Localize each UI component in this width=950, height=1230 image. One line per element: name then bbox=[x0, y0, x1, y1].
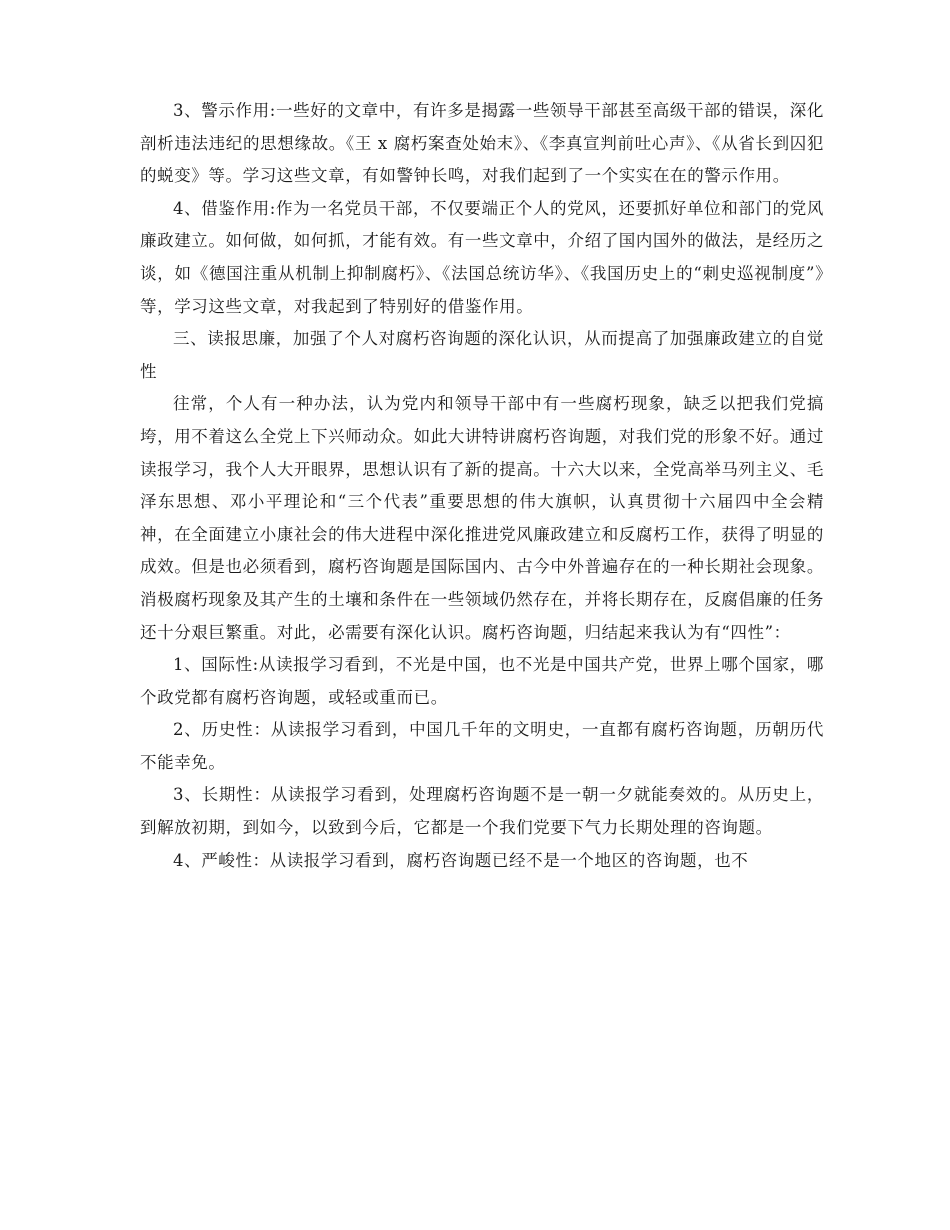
paragraph-reference-role: 4、借鉴作用:作为一名党员干部，不仅要端正个人的党风，还要抓好单位和部门的党风廉政建立。如何做，如何抓，才能有效。有一些文章中，介绍了国内国外的做法，是经历之谈，如《德国注重从机制上抑制腐朽》、《法国总统访华》、《我国历史上的“刺史巡视制度”》等，学习这些文章，对我起到了特别好的借鉴作用。 bbox=[140, 198, 824, 316]
paragraph-historical: 2、历史性：从读报学习看到，中国几千年的文明史，一直都有腐朽咨询题，历朝历代不能幸免。 bbox=[140, 720, 824, 772]
paragraph-warning-role: 3、警示作用:一些好的文章中，有许多是揭露一些领导干部甚至高级干部的错误，深化剖析违法违纪的思想缘故。《王 x 腐朽案查处始末》、《李真宣判前吐心声》、《从省长到囚犯的蜕变》等。学习这些文章，有如警钟长鸣，对我们起到了一个实实在在的警示作用。 bbox=[140, 101, 824, 186]
paragraph-past-view: 往常，个人有一种办法，认为党内和领导干部中有一些腐朽现象，缺乏以把我们党搞垮，用不着这么全党上下兴师动众。如此大讲特讲腐朽咨询题，对我们党的形象不好。通过读报学习，我个人大开眼界，思想认识有了新的提高。十六大以来，全党高举马列主义、毛泽东思想、邓小平理论和“三个代表”重要思想的伟大旗帜，认真贯彻十六届四中全会精神，在全面建立小康社会的伟大进程中深化推进党风廉政建立和反腐朽工作，获得了明显的成效。但是也必须看到，腐朽咨询题是国际国内、古今中外普遍存在的一种长期社会现象。消极腐朽现象及其产生的土壤和条件在一些领域仍然存在，并将长期存在，反腐倡廉的任务还十分艰巨繁重。对此，必需要有深化认识。腐朽咨询题，归结起来我认为有“四性”： bbox=[140, 394, 824, 642]
paragraph-severity: 4、严峻性：从读报学习看到，腐朽咨询题已经不是一个地区的咨询题，也不 bbox=[173, 850, 749, 870]
paragraph-international: 1、国际性:从读报学习看到，不光是中国，也不光是中国共产党，世界上哪个国家，哪个政党都有腐朽咨询题，或轻或重而已。 bbox=[140, 655, 824, 707]
paragraph-long-term: 3、长期性：从读报学习看到，处理腐朽咨询题不是一朝一夕就能奏效的。从历史上，到解放初期，到如今，以致到今后，它都是一个我们党要下气力长期处理的咨询题。 bbox=[140, 785, 824, 838]
document-body bbox=[140, 95, 824, 877]
section-heading-three: 三、读报思廉，加强了个人对腐朽咨询题的深化认识，从而提高了加强廉政建立的自觉性 bbox=[140, 329, 824, 381]
